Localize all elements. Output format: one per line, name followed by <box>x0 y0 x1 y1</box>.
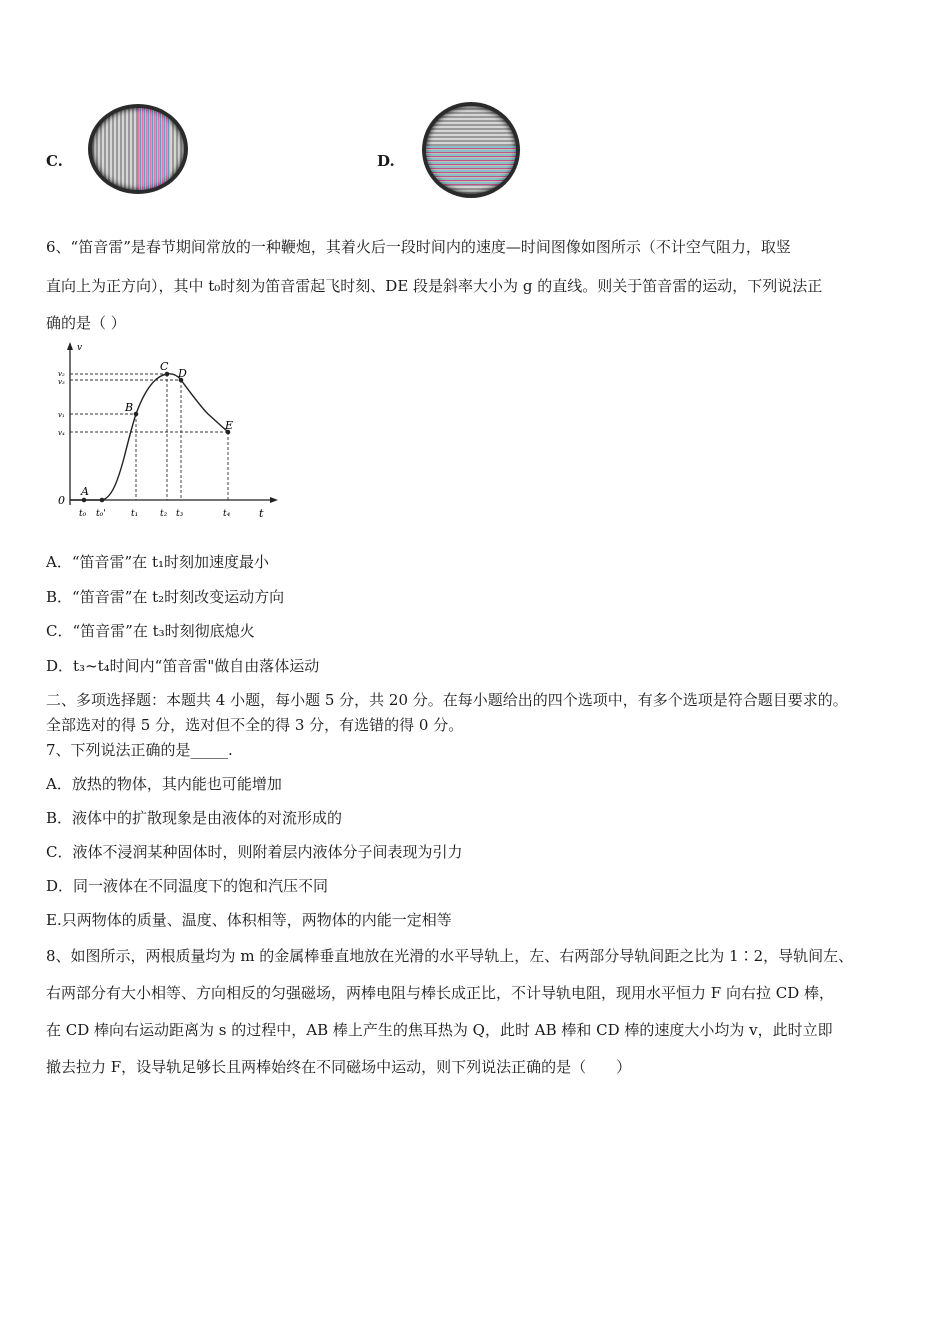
q6-stem-line1: 6、“笛音雷”是春节期间常放的一种鞭炮，其着火后一段时间内的速度—时间图像如图所示（不计空气阻力，取竖 <box>46 238 791 256</box>
y-tick-v3: v₃ <box>58 378 65 386</box>
y-axis-arrow <box>67 342 73 350</box>
q7-option-d[interactable]: D．同一液体在不同温度下的饱和汽压不同 <box>46 877 329 895</box>
y-tick-v2: v₂ <box>58 370 65 378</box>
origin-label: 0 <box>58 494 65 507</box>
x-axis-label: t <box>259 507 264 520</box>
q6-option-c[interactable]: C．“笛音雷”在 t₃时刻彻底熄火 <box>46 622 255 640</box>
q8-stem-line4: 撤去拉力 F，设导轨足够长且两棒始终在不同磁场中运动，则下列说法正确的是（ ） <box>46 1058 632 1076</box>
q8-stem-line3: 在 CD 棒向右运动距离为 s 的过程中，AB 棒上产生的焦耳热为 Q，此时 AB 棒和 CD 棒的速度大小均为 v，此时立即 <box>46 1021 833 1039</box>
option-c-label: C. <box>46 152 63 170</box>
q7-option-b[interactable]: B．液体中的扩散现象是由液体的对流形成的 <box>46 809 343 827</box>
y-axis-label: v <box>77 343 83 353</box>
q7-option-a[interactable]: A．放热的物体，其内能也可能增加 <box>46 775 282 793</box>
q7-option-c[interactable]: C．液体不浸润某种固体时，则附着层内液体分子间表现为引力 <box>46 843 463 861</box>
vt-graph <box>50 340 290 525</box>
point-b-label: B <box>125 401 134 414</box>
x-tick-t0prime: t₀' <box>96 509 106 519</box>
fringe-image-d <box>422 102 520 198</box>
x-tick-t2: t₂ <box>160 509 168 519</box>
q6-stem-line3: 确的是（ ） <box>46 314 126 332</box>
x-axis-arrow <box>270 497 278 503</box>
section2-heading-line2: 全部选对的得 5 分，选对但不全的得 3 分，有选错的得 0 分。 <box>46 716 464 734</box>
point-c-label: C <box>160 360 169 373</box>
point-b-marker <box>134 412 139 417</box>
y-tick-v4: v₄ <box>58 429 65 437</box>
point-t0prime-marker <box>100 498 105 503</box>
x-tick-t3: t₃ <box>176 509 184 519</box>
q6-option-b[interactable]: B．“笛音雷”在 t₂时刻改变运动方向 <box>46 588 285 606</box>
point-e-label: E <box>225 419 234 432</box>
q6-option-a[interactable]: A．“笛音雷”在 t₁时刻加速度最小 <box>46 553 269 571</box>
x-tick-t4: t₄ <box>223 509 231 519</box>
q7-stem: 7、下列说法正确的是_____. <box>46 741 233 759</box>
option-d-label: D. <box>377 152 395 170</box>
x-tick-t0: t₀ <box>79 509 87 519</box>
q8-stem-line2: 右两部分有大小相等、方向相反的匀强磁场，两棒电阻与棒长成正比，不计导轨电阻，现用水平恒力 F 向右拉 CD 棒， <box>46 984 834 1002</box>
y-tick-v1: v₁ <box>58 411 65 419</box>
fringe-image-c <box>88 104 188 194</box>
section2-heading-line1: 二、多项选择题：本题共 4 小题，每小题 5 分，共 20 分。在每小题给出的四个选项中，有多个选项是符合题目要求的。 <box>46 691 848 709</box>
q6-stem-line2: 直向上为正方向），其中 t₀时刻为笛音雷起飞时刻、DE 段是斜率大小为 g 的直线。则关于笛音雷的运动，下列说法正 <box>46 277 823 295</box>
velocity-curve <box>70 374 228 500</box>
point-a-marker <box>82 498 87 503</box>
point-a-label: A <box>81 485 89 498</box>
q7-option-e[interactable]: E.只两物体的质量、温度、体积相等，两物体的内能一定相等 <box>46 911 452 929</box>
q8-stem-line1: 8、如图所示，两根质量均为 m 的金属棒垂直地放在光滑的水平导轨上，左、右两部分导轨间距之比为 1∶2，导轨间左、 <box>46 947 854 965</box>
q6-option-d[interactable]: D．t₃~t₄时间内“笛音雷"做自由落体运动 <box>46 657 320 675</box>
point-d-label: D <box>178 367 187 380</box>
x-tick-t1: t₁ <box>131 509 139 519</box>
